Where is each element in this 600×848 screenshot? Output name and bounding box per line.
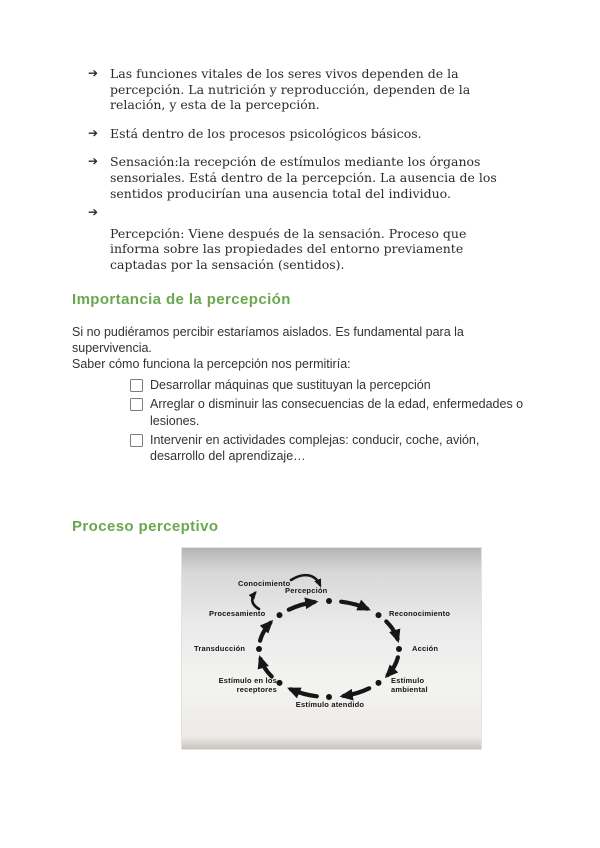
cycle-node-accion: Acción [412,644,439,654]
section-title-proceso: Proceso perceptivo [72,518,219,536]
list-item [88,126,512,142]
empty-checkbox-icon [130,398,143,411]
bullet-text: Está dentro de los procesos psicológicos básicos. [110,125,422,141]
checklist [130,377,526,464]
cycle-node-percepcion: Percepción [285,586,328,596]
bullet-text: Las funciones vitales de los seres vivos dependen de la percepción. La nutrición y reproducción, dependen de la relación, y esta de la percepción. [110,66,471,113]
arrow-bullet-icon: ➔ [88,154,99,169]
cycle-node-estimulo-receptores: Estímulo en los receptores [218,676,277,694]
list-item [88,205,512,272]
checklist-item-label: Desarrollar máquinas que sustituyan la percepción [150,378,431,393]
checklist-item-label: Arreglar o disminuir las consecuencias de la edad, enfermedades o lesiones. [150,397,524,428]
list-item [88,154,512,201]
bullet-text: Percepción: Viene después de la sensación. Proceso que informa sobre las propiedades del entorno previamente captadas por la sensación (sentidos). [110,225,467,272]
cycle-node-conocimiento: Conocimiento [238,579,291,589]
cycle-node-transduccion: Transducción [194,644,246,654]
arrow-bullet-icon: ➔ [88,66,99,80]
checklist-item [130,432,526,464]
checklist-item-label: Intervenir en actividades complejas: conducir, coche, avión, desarrollo del aprendizaje… [150,432,480,463]
checklist-item [130,377,526,393]
perception-cycle-image [181,547,482,750]
list-item [88,66,512,113]
cycle-node-reconocimiento: Reconocimiento [389,609,451,619]
cycle-node-estimulo-atendido: Estímulo atendido [295,700,365,710]
arrow-bullet-icon: ➔ [88,125,99,140]
lead-in-paragraph: Saber cómo funciona la percepción nos permitiría: [72,356,351,371]
empty-checkbox-icon [130,379,143,392]
cycle-node-estimulo-ambiental: Estímulo ambiental [391,676,428,694]
section-title-importancia: Importancia de la percepción [72,290,291,308]
cycle-node-procesamiento: Procesamiento [209,609,266,619]
empty-checkbox-icon [130,434,143,447]
arrow-bullet-icon: ➔ [88,205,99,220]
checklist-item [130,396,526,428]
intro-paragraph: Si no pudiéramos percibir estaríamos aislados. Es fundamental para la supervivencia. [72,324,464,355]
bullet-list [88,66,512,273]
bullet-text: Sensación:la recepción de estímulos mediante los órganos sensoriales. Está dentro de la percepción. La ausencia de los sentidos producirían una ausencia total del individuo. [110,154,497,201]
